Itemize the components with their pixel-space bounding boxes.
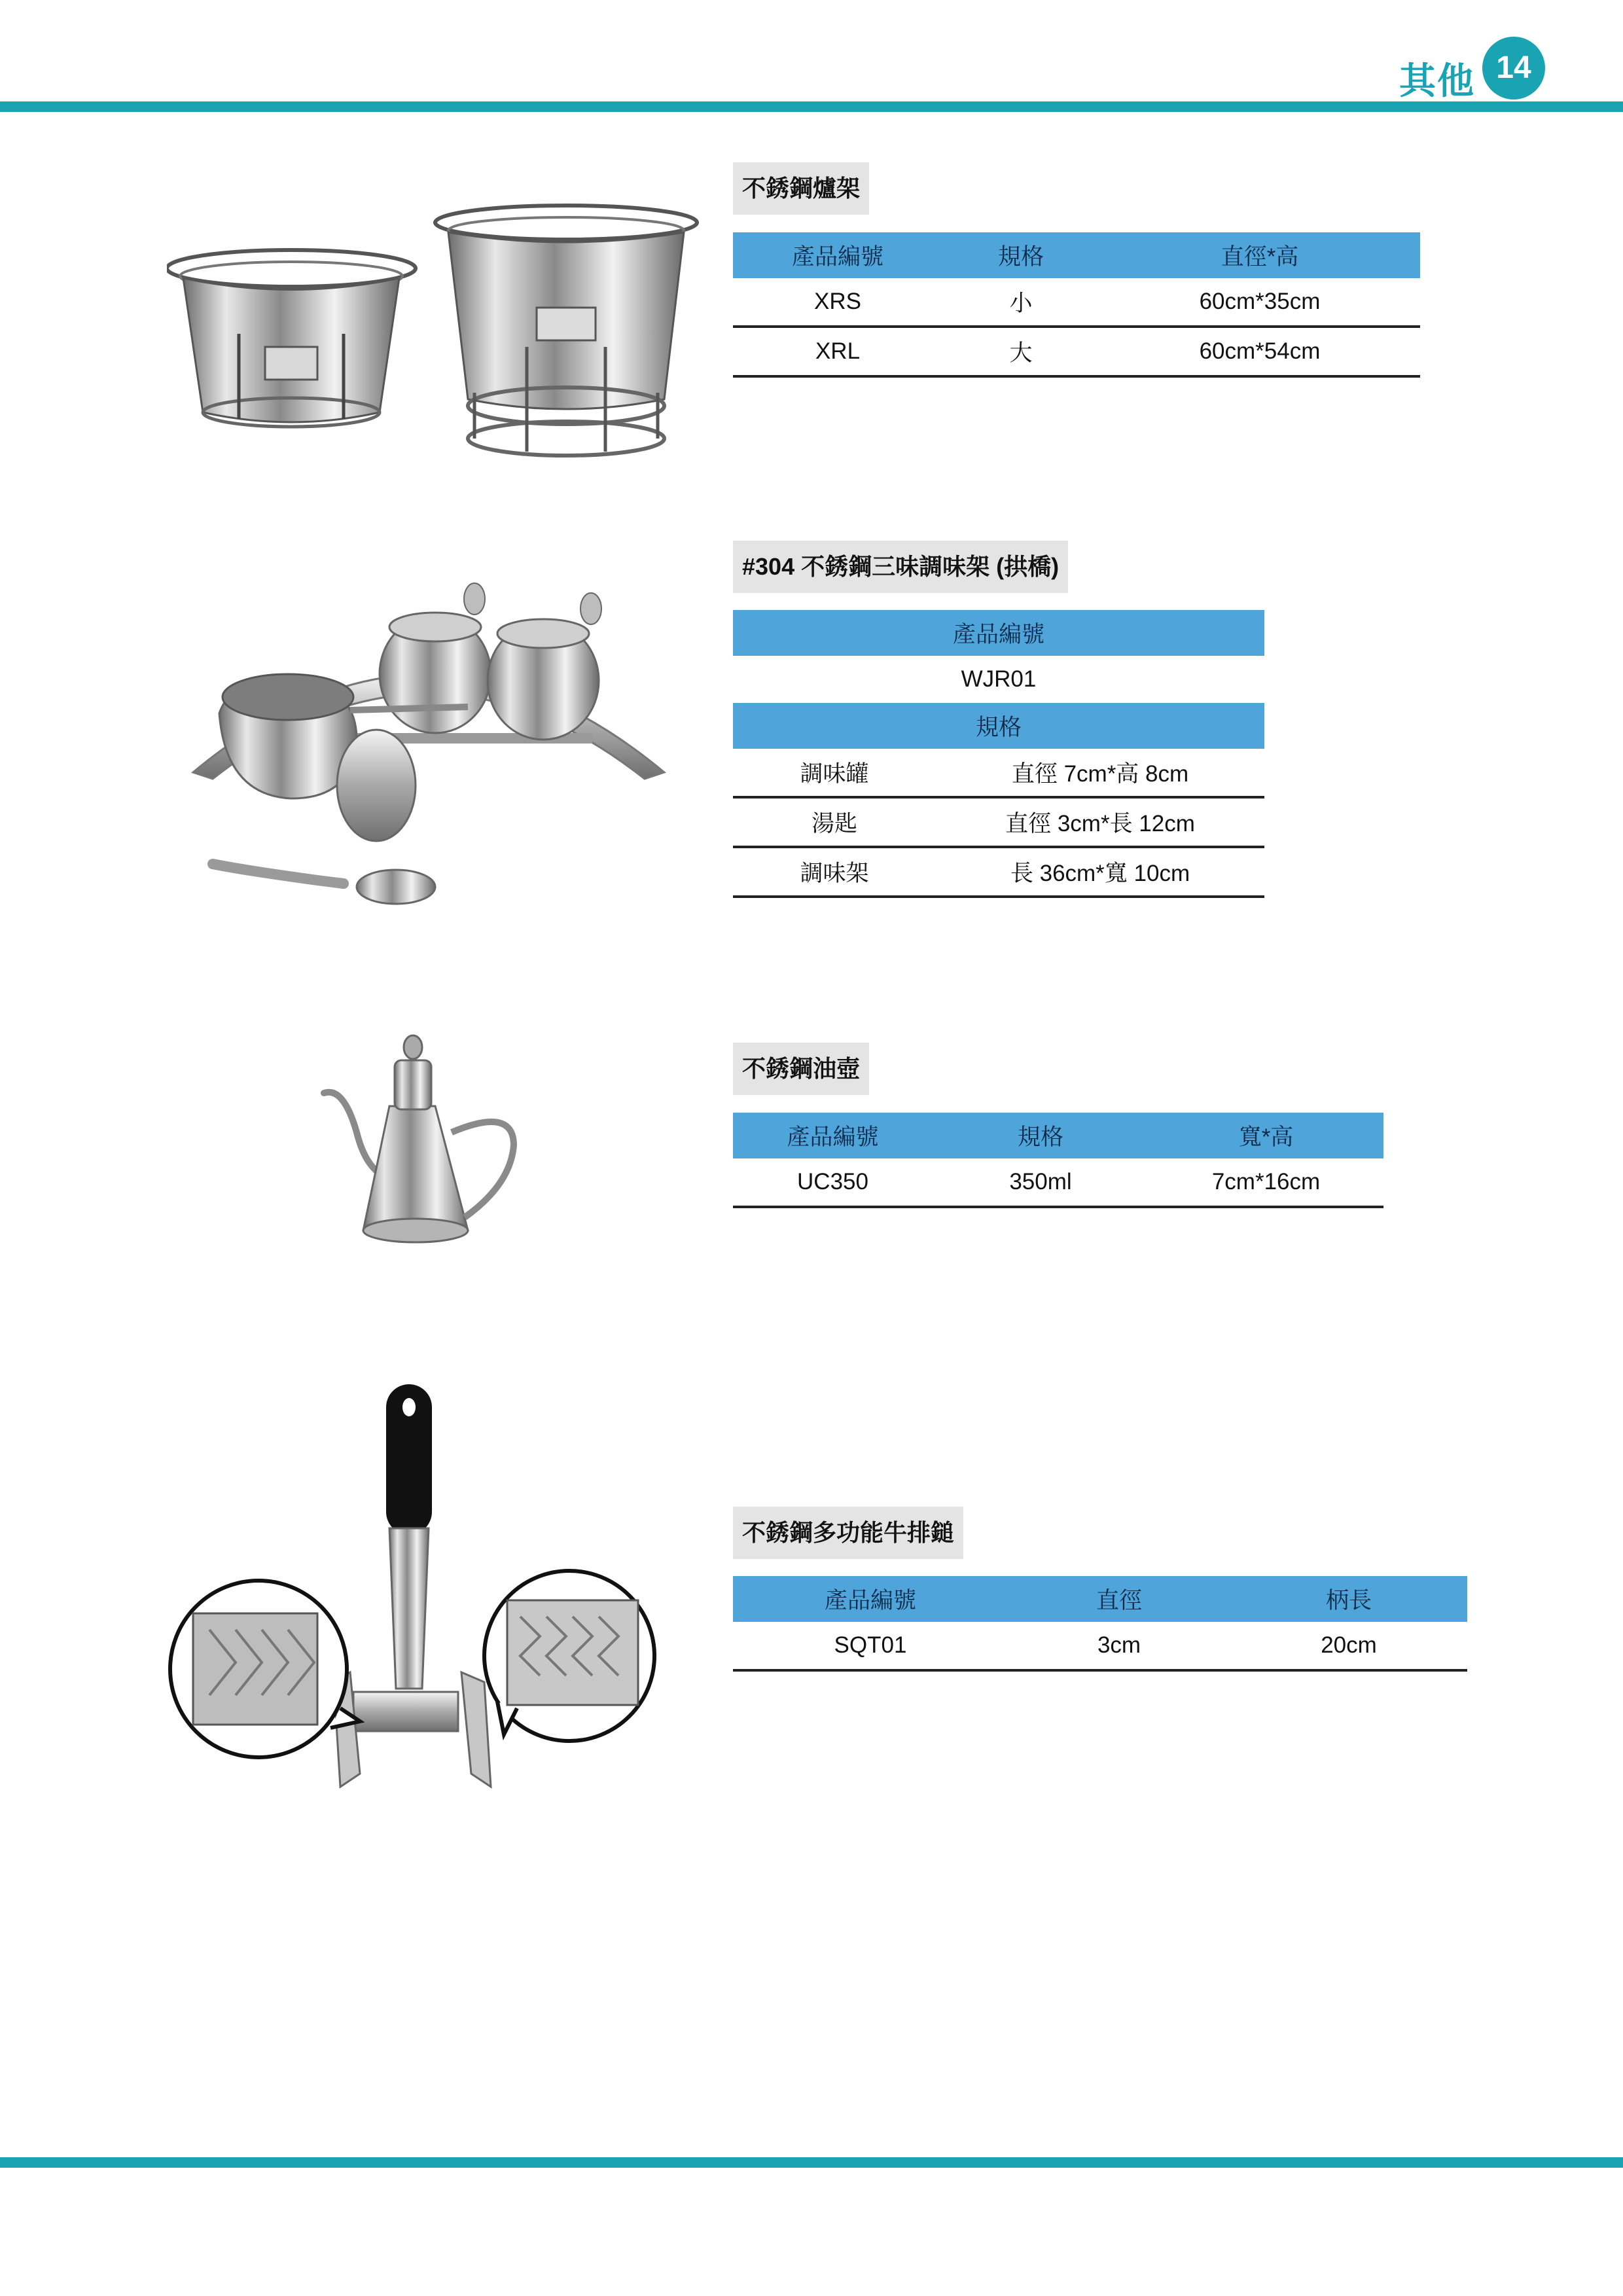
header-spec: 規格: [733, 703, 1264, 749]
table-row: [733, 847, 1264, 897]
cell-spec: 小: [942, 278, 1099, 327]
table-row: [733, 749, 1264, 797]
product-title-condiment-rack: #304 不銹鋼三味調味架 (拱橋): [733, 541, 1068, 593]
cell-diameter: 3cm: [1008, 1622, 1230, 1670]
page-number-badge: 14: [1482, 37, 1545, 99]
cell-code: WJR01: [961, 666, 1037, 692]
product-title-stove-rack: 不銹鋼爐架: [733, 162, 869, 215]
condiment-rack-image: [187, 583, 671, 923]
oil-pot-image: [317, 1034, 527, 1257]
cell-spec: 大: [942, 327, 1099, 376]
header-code: 產品編號: [733, 610, 1264, 656]
table-row: [733, 278, 1420, 327]
table-row: [733, 797, 1264, 847]
cell-part: 調味架: [733, 847, 936, 897]
header-spec: 規格: [942, 232, 1099, 278]
cell-size: 長 36cm*寬 10cm: [936, 847, 1264, 897]
product-title-oil-pot: 不銹鋼油壺: [733, 1043, 869, 1095]
spec-table-stove-rack: [733, 232, 1420, 378]
cell-size: 60cm*54cm: [1099, 327, 1420, 376]
cell-code: XRL: [733, 327, 942, 376]
header-code: 產品編號: [733, 1113, 933, 1158]
spec-table-meat-tenderizer: [733, 1576, 1467, 1672]
header-code: 產品編號: [733, 1576, 1008, 1622]
header-size: 寬*高: [1149, 1113, 1383, 1158]
header-handle-length: 柄長: [1230, 1576, 1467, 1622]
top-divider: [0, 101, 1623, 112]
cell-size: 直徑 7cm*高 8cm: [936, 749, 1264, 797]
table-row: [733, 656, 1264, 703]
cell-part: 湯匙: [733, 797, 936, 847]
stove-rack-image: [167, 196, 704, 458]
spec-table-condiment-rack: [733, 610, 1264, 898]
category-title: 其他: [1399, 60, 1475, 101]
cell-size: 7cm*16cm: [1149, 1158, 1383, 1207]
cell-code: SQT01: [733, 1622, 1008, 1670]
cell-code: UC350: [733, 1158, 933, 1207]
cell-part: 調味罐: [733, 749, 936, 797]
cell-size: 直徑 3cm*長 12cm: [936, 797, 1264, 847]
cell-size: 60cm*35cm: [1099, 278, 1420, 327]
meat-tenderizer-image: [164, 1381, 661, 1800]
cell-handle-length: 20cm: [1230, 1622, 1467, 1670]
header-spec: 規格: [933, 1113, 1149, 1158]
product-title-meat-tenderizer: 不銹鋼多功能牛排鎚: [733, 1507, 963, 1559]
table-row: [733, 1158, 1383, 1207]
cell-spec: 350ml: [933, 1158, 1149, 1207]
table-row: [733, 327, 1420, 376]
header-code: 產品編號: [733, 232, 942, 278]
header-diameter: 直徑: [1008, 1576, 1230, 1622]
bottom-divider: [0, 2157, 1623, 2168]
table-row: [733, 1622, 1467, 1670]
header-size: 直徑*高: [1099, 232, 1420, 278]
cell-code: XRS: [733, 278, 942, 327]
spec-table-oil-pot: [733, 1113, 1383, 1208]
